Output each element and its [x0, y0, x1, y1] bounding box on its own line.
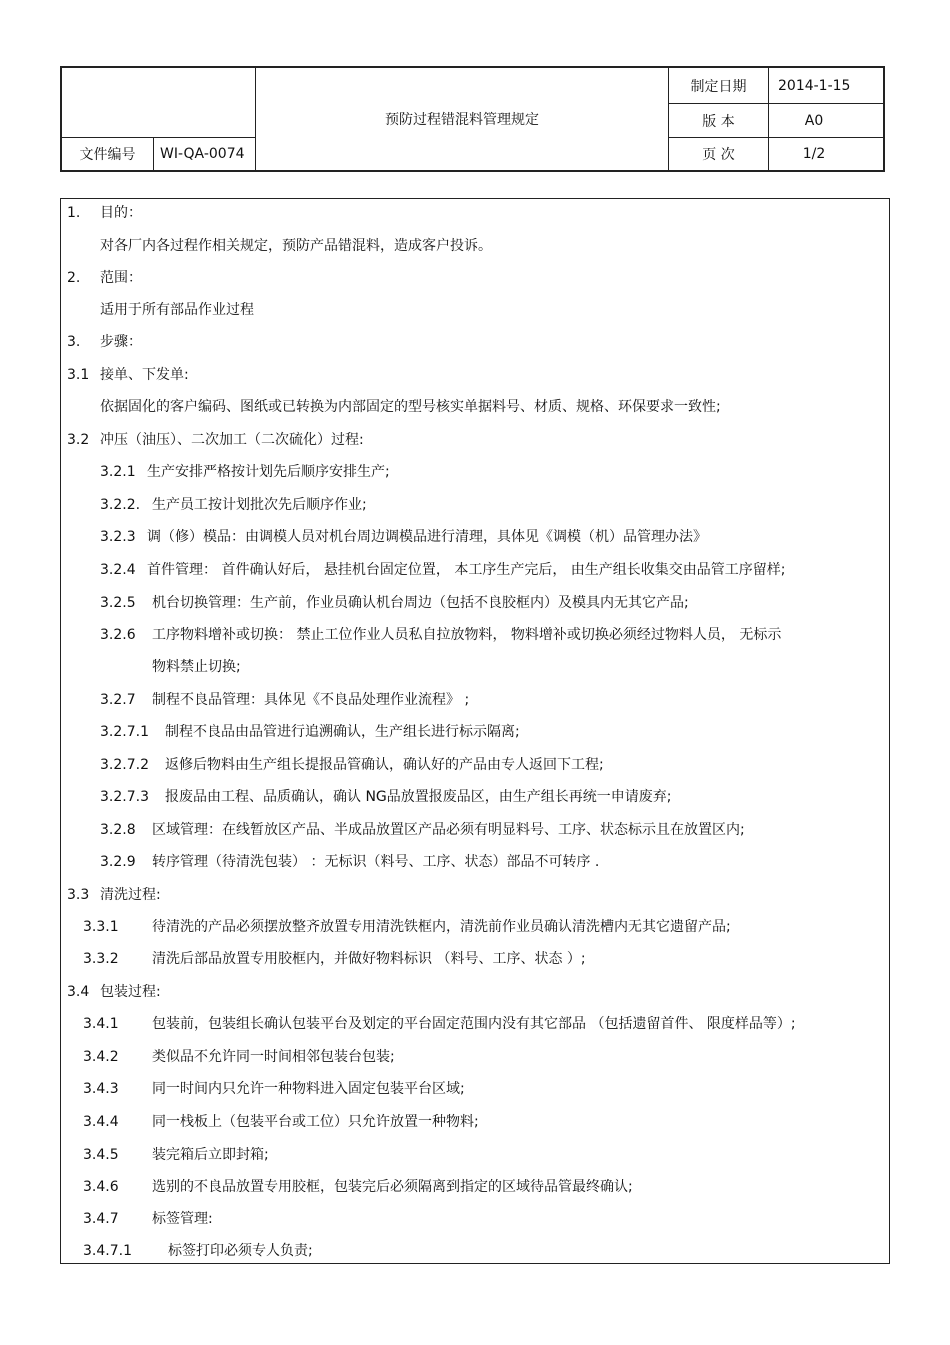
- item-number: 3.3.1: [83, 919, 119, 935]
- item-number: 3.2.5: [100, 595, 136, 611]
- item-number: 3.2.8: [100, 822, 136, 838]
- item-text-continued: 物料禁止切换;: [152, 659, 241, 675]
- section-number: 3.2: [67, 432, 90, 448]
- section-title: 接单、下发单:: [100, 367, 189, 383]
- section-text: 适用于所有部品作业过程: [100, 302, 254, 318]
- item-text: 调（修）模品：由调模人员对机台周边调模品进行清理，具体见《调模（机）品管理办法》: [147, 529, 707, 545]
- item-number: 3.2.6: [100, 627, 136, 643]
- version-value: A0: [804, 112, 824, 129]
- item-number: 3.4.2: [83, 1049, 119, 1065]
- item-number: 3.4.7.1: [83, 1243, 132, 1259]
- item-text: 生产安排严格按计划先后顺序安排生产;: [147, 464, 390, 480]
- item-text: 制程不良品由品管进行追溯确认，生产组长进行标示隔离;: [165, 724, 520, 740]
- item-number: 3.4.1: [83, 1016, 119, 1032]
- item-number: 3.3.2: [83, 951, 119, 967]
- item-number: 3.2.7.2: [100, 757, 149, 773]
- doc-number-value: WI-QA-0074: [160, 146, 245, 162]
- doc-number-label: 文件编号: [79, 147, 136, 163]
- section-text: 对各厂内各过程作相关规定，预防产品错混料，造成客户投诉。: [100, 238, 492, 254]
- section-title: 包装过程:: [100, 984, 161, 1000]
- item-text: 生产员工按计划批次先后顺序作业;: [152, 497, 367, 513]
- item-number: 3.4.6: [83, 1179, 119, 1195]
- item-number: 3.2.7: [100, 692, 136, 708]
- item-number: 3.2.1: [100, 464, 136, 480]
- item-number: 3.4.4: [83, 1114, 119, 1130]
- item-text: 标签管理:: [152, 1211, 213, 1227]
- item-text: 类似品不允许同一时间相邻包装台包装;: [152, 1049, 395, 1065]
- section-number: 3.3: [67, 887, 90, 903]
- item-number: 3.2.3: [100, 529, 136, 545]
- section-title: 目的：: [100, 205, 142, 221]
- section-number: 3.4: [67, 984, 90, 1000]
- item-text: 装完箱后立即封箱;: [152, 1147, 269, 1163]
- version-label: 版 本: [702, 113, 735, 130]
- item-number: 3.2.7.1: [100, 724, 149, 740]
- item-text: 工序物料增补或切换： 禁止工位作业人员私自拉放物料， 物料增补或切换必须经过物料人员， 无标示: [152, 627, 782, 643]
- item-text: 首件管理： 首件确认好后， 悬挂机台固定位置， 本工序生产完后， 由生产组长收集交由品管工序留样;: [147, 562, 786, 578]
- item-number: 3.2.7.3: [100, 789, 149, 805]
- item-number: 3.2.9: [100, 854, 136, 870]
- section-number: 2.: [67, 270, 81, 286]
- item-text: 清洗后部品放置专用胶框内，并做好物料标识 （料号、工序、状态 ）;: [152, 951, 586, 967]
- section-title: 步骤：: [100, 334, 142, 350]
- page-label: 页 次: [702, 147, 735, 163]
- item-text: 机台切换管理：生产前，作业员确认机台周边（包括不良胶框内）及模具内无其它产品;: [152, 595, 689, 611]
- item-number: 3.4.7: [83, 1211, 119, 1227]
- section-number: 1.: [67, 205, 81, 221]
- item-text: 同一栈板上（包装平台或工位）只允许放置一种物料;: [152, 1114, 479, 1130]
- item-text: 包装前，包装组长确认包装平台及划定的平台固定范围内没有其它部品 （包括遗留首件、 限度样品等）;: [152, 1016, 796, 1032]
- item-text: 制程不良品管理：具体见《不良品处理作业流程》 ;: [152, 692, 470, 708]
- date-label: 制定日期: [690, 78, 747, 95]
- item-number: 3.2.2.: [100, 497, 141, 513]
- item-text: 区域管理：在线暂放区产品、半成品放置区产品必须有明显料号、工序、状态标示且在放置区内;: [152, 822, 745, 838]
- section-title: 范围：: [100, 270, 142, 286]
- item-number: 3.4.5: [83, 1147, 119, 1163]
- item-text: 报废品由工程、品质确认，确认 NG品放置报废品区，由生产组长再统一申请废弃;: [165, 789, 672, 805]
- page-value: 1/2: [802, 146, 826, 162]
- item-text: 返修后物料由生产组长提报品管确认，确认好的产品由专人返回下工程;: [165, 757, 604, 773]
- item-text: 选别的不良品放置专用胶框，包装完后必须隔离到指定的区域待品管最终确认;: [152, 1179, 633, 1195]
- item-text: 转序管理（待清洗包装） ：无标识（料号、工序、状态）部品不可转序 .: [152, 854, 600, 870]
- document-header-table: [60, 66, 885, 172]
- section-title: 冲压（油压）、二次加工（二次硫化）过程:: [100, 432, 364, 448]
- date-value: 2014-1-15: [778, 77, 851, 94]
- section-number: 3.1: [67, 367, 90, 383]
- section-title: 清洗过程:: [100, 887, 161, 903]
- item-number: 3.2.4: [100, 562, 136, 578]
- item-text: 标签打印必须专人负责;: [168, 1243, 313, 1259]
- item-text: 同一时间内只允许一种物料进入固定包装平台区域;: [152, 1081, 465, 1097]
- document-title: 预防过程错混料管理规定: [385, 112, 539, 128]
- item-text: 待清洗的产品必须摆放整齐放置专用清洗铁框内，清洗前作业员确认清洗槽内无其它遗留产品;: [152, 919, 731, 935]
- section-text: 依据固化的客户编码、图纸或已转换为内部固定的型号核实单据料号、材质、规格、环保要求一致性;: [100, 399, 721, 415]
- section-number: 3.: [67, 334, 81, 350]
- item-number: 3.4.3: [83, 1081, 119, 1097]
